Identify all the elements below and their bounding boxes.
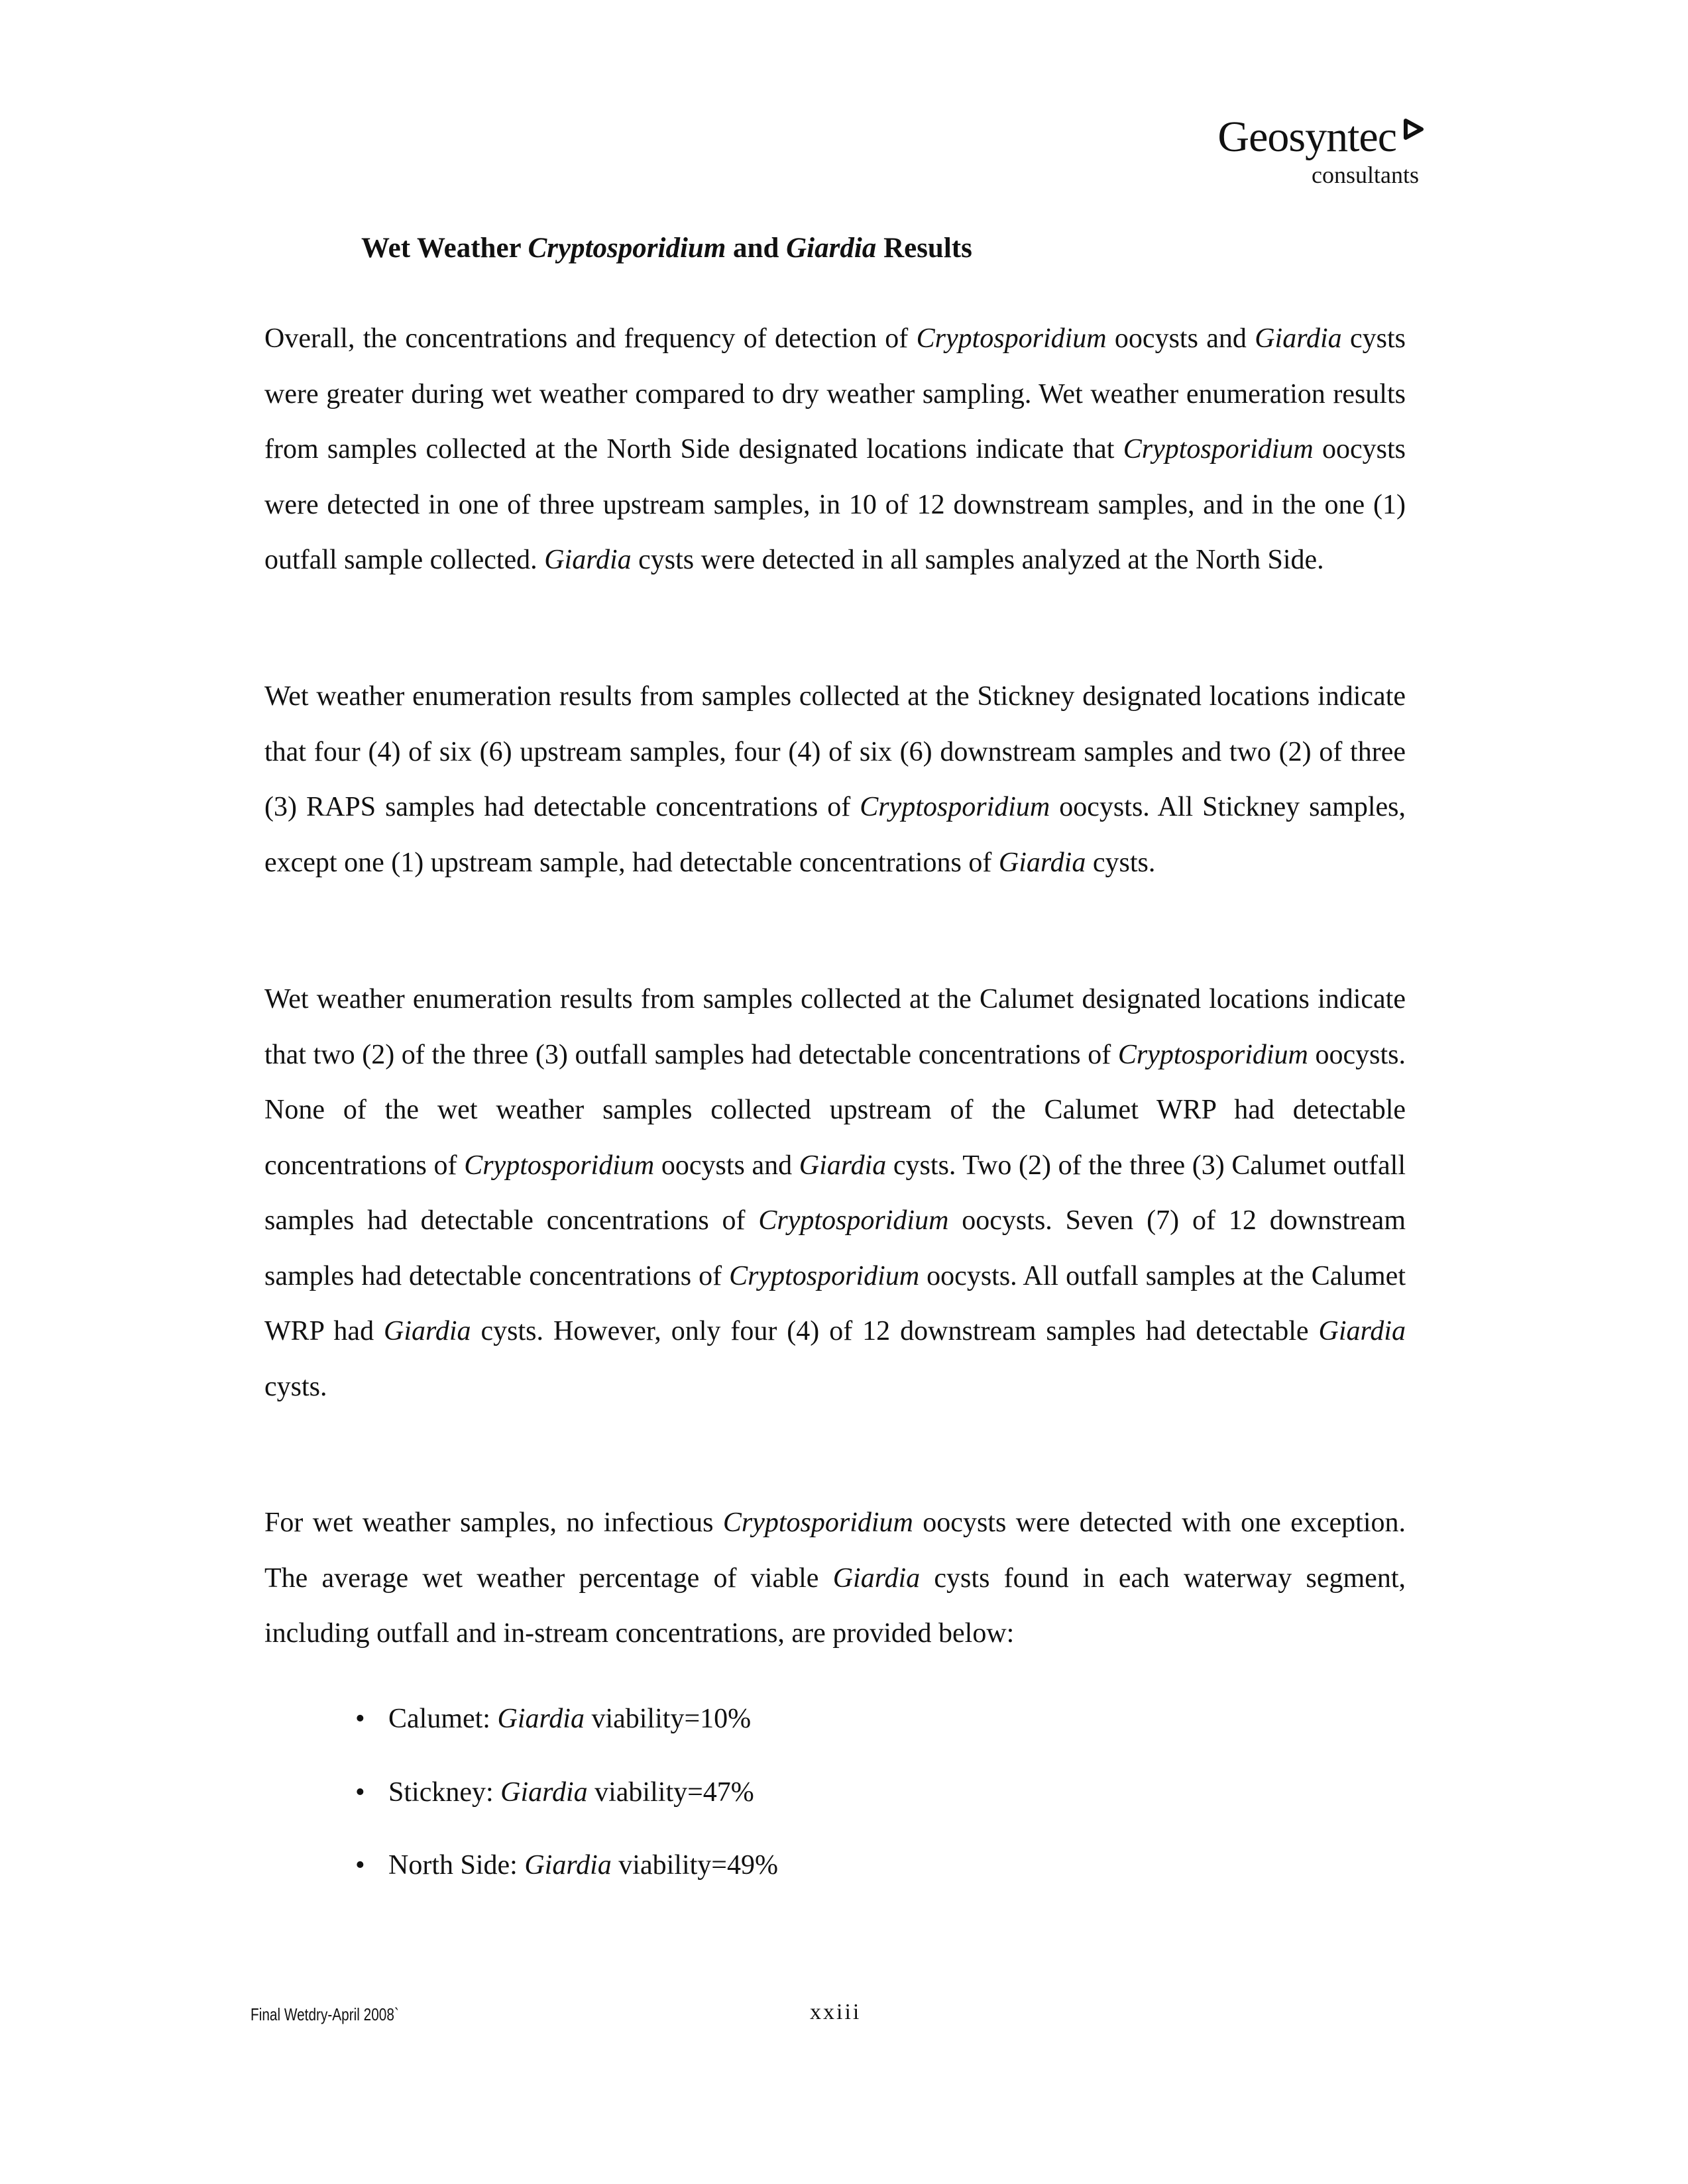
paragraph-viability-intro [264,1496,1406,1662]
text-run: viability=49% [611,1850,778,1881]
italic-term: Cryptosporidium [860,792,1050,822]
text-run: Overall, the concentrations and frequency of detection of [264,323,917,354]
italic-term: Giardia [544,545,632,575]
italic-term: Giardia [1255,323,1342,354]
text-run: cysts. Two (2) of the three (3) Calumet outfall samples had detectable concentrations of [264,1150,1406,1236]
triangle-logo-icon [1402,118,1424,140]
bullet-text [388,1704,751,1734]
italic-term: Cryptosporidium [464,1150,655,1181]
italic-term: Cryptosporidium [528,233,726,264]
italic-term: Cryptosporidium [1117,1039,1308,1070]
text-run: oocysts and [1106,323,1255,354]
paragraph-north-side [264,311,1406,588]
italic-term: Cryptosporidium [1123,434,1314,464]
text-run: oocysts were detected in one of three upstream samples, in 10 of 12 downstream samples, and in the one (1) outfall sample collected. [264,434,1406,575]
paragraph-calumet [264,972,1406,1415]
text-run: North Side: [388,1850,525,1881]
text-run: oocysts. All outfall samples at the Calumet WRP had [264,1260,1406,1346]
logo-brand: Geosyntec [1217,113,1396,161]
paragraph-stickney [264,669,1406,891]
bullet-item-stickney [355,1773,754,1812]
section-heading [361,232,972,264]
italic-term: Cryptosporidium [729,1260,920,1291]
italic-term: Giardia [1318,1316,1406,1346]
text-run: oocysts were detected with one exception. The average wet weather percentage of viable [264,1507,1406,1594]
bullet-item-north-side [355,1845,778,1885]
bullet-text [388,1850,778,1881]
text-run: cysts found in each waterway segment, including outfall and in-stream concentrations, are provided below: [264,1562,1406,1649]
text-run: cysts. However, only four (4) of 12 downstream samples had detectable [471,1316,1319,1346]
logo-subtitle: consultants [1312,162,1419,188]
italic-term: Giardia [384,1316,471,1346]
italic-term: Giardia [799,1150,887,1181]
italic-term: Cryptosporidium [722,1507,913,1538]
italic-term: Giardia [832,1562,921,1594]
text-run: Stickney: [388,1777,501,1808]
italic-term: Cryptosporidium [916,323,1107,354]
text-run: Wet weather enumeration results from samples collected at the Calumet designated locations indicate that two (2) of the three (3) outfall samples had detectable concentrations of [264,984,1406,1070]
bullet-icon: • [355,1777,365,1808]
bullet-icon: • [355,1850,365,1881]
italic-term: Giardia [524,1850,612,1881]
text-run: and [726,233,787,264]
bullet-text [388,1777,754,1808]
text-run: oocysts and [654,1150,799,1181]
company-logo [1217,113,1419,188]
italic-term: Giardia [497,1704,585,1734]
italic-term: Giardia [500,1777,588,1808]
text-run: oocysts. All Stickney samples, except one (1) upstream sample, had detectable concentrations of [264,792,1406,878]
text-run: oocysts. Seven (7) of 12 downstream samples had detectable concentrations of [264,1205,1406,1291]
text-run: oocysts. None of the wet weather samples collected upstream of the Calumet WRP had detectable concentrations of [264,1039,1406,1181]
bullet-item-calumet [355,1699,751,1739]
text-run: cysts. [1086,847,1156,878]
text-run: viability=10% [584,1704,752,1734]
footer-document-label: Final Wetdry-April 2008` [251,2004,399,2024]
text-run: For wet weather samples, no infectious [264,1507,723,1538]
italic-term: Giardia [786,233,877,264]
page-number: xxiii [810,2000,862,2024]
italic-term: Giardia [998,847,1086,878]
text-run: cysts were greater during wet weather compared to dry weather sampling. Wet weather enumeration results from samples collected at the North Side designated locations indicate that [264,323,1406,464]
text-run: cysts. [264,1371,327,1402]
text-run: viability=47% [587,1777,754,1808]
text-run: Calumet: [388,1704,498,1734]
text-run: Wet weather enumeration results from samples collected at the Stickney designated locations indicate that four (4) of six (6) upstream samples, four (4) of six (6) downstream samples and two (2) of three (3) RAPS samples had detectable concentrations of [264,681,1406,822]
text-run: Wet Weather [361,233,528,264]
italic-term: Cryptosporidium [758,1205,949,1236]
text-run: Results [876,233,972,264]
text-run: cysts were detected in all samples analyzed at the North Side. [631,545,1324,575]
bullet-icon: • [355,1704,365,1734]
